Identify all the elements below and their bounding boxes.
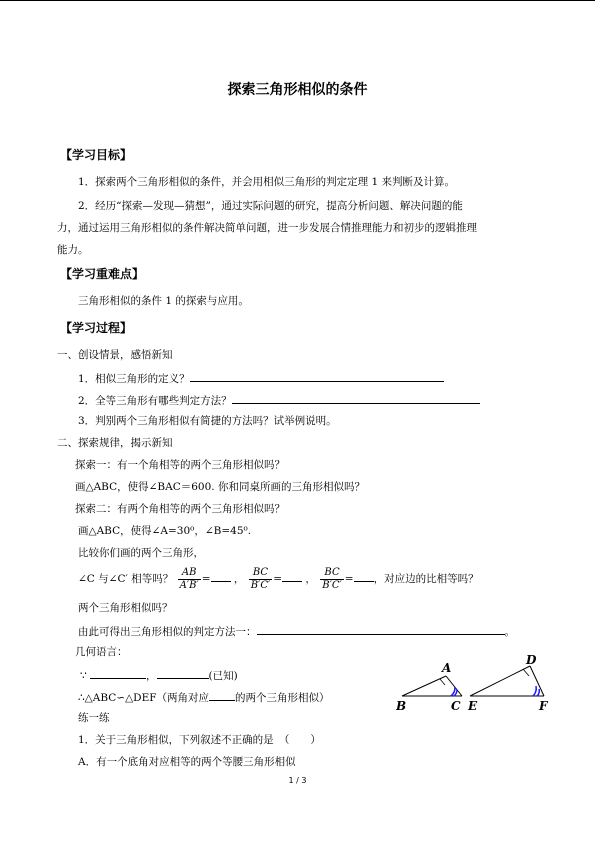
known-note: (已知) <box>208 670 238 682</box>
triangle-abc <box>402 676 462 696</box>
question-3: 3．判别两个三角形相似有简捷的方法吗？试举例说明。 <box>78 415 337 427</box>
key-heading: 【学习重难点】 <box>60 267 145 281</box>
compare-text: 比较你们画的两个三角形， <box>78 547 204 559</box>
comma: ， <box>146 670 157 682</box>
fraction-numerator: AB <box>178 567 201 580</box>
ratio-line <box>78 565 479 593</box>
fraction-ab <box>178 567 201 592</box>
because-line <box>80 667 238 683</box>
equals-sign: = <box>344 573 354 585</box>
process-heading: 【学习过程】 <box>60 321 133 335</box>
fraction-bc-2 <box>320 567 344 592</box>
fraction-denominator: B′C′ <box>322 579 342 591</box>
goal-2-line-3: 能力。 <box>57 244 89 256</box>
explore-2: 探索二：有两个角相等的两个三角形相似吗？ <box>75 503 285 515</box>
therefore-text: ∴△ABC∽△DEF（两角对应 <box>78 692 210 704</box>
fraction-denominator: A′B′ <box>179 579 199 591</box>
similar-triangles-figure <box>396 654 556 716</box>
therefore-blank[interactable] <box>209 689 235 701</box>
therefore-end: 的两个三角形相似） <box>235 692 330 704</box>
equals-sign: = <box>273 573 283 585</box>
draw-1: 画△ABC，使得∠BAC＝600. 你和同桌所画的三角形相似吗？ <box>75 481 365 493</box>
fraction-numerator: BC <box>320 567 344 580</box>
label-c: C <box>451 699 461 713</box>
similar-question: 两个三角形相似吗？ <box>78 602 173 614</box>
ratio-blank-3[interactable] <box>354 570 374 582</box>
fraction-bc <box>249 567 273 592</box>
part1-heading: 一、创设情景，感悟新知 <box>57 349 173 361</box>
option-a: A．有一个底角对应相等的两个等腰三角形相似 <box>78 756 296 768</box>
method-blank[interactable] <box>257 623 505 635</box>
explore-1: 探索一：有一个角相等的两个三角形相似吗？ <box>75 459 285 471</box>
because-blank-2[interactable] <box>157 667 209 679</box>
method-end: 。 <box>504 626 515 638</box>
separator: ， <box>305 573 316 585</box>
question-1 <box>78 370 444 386</box>
label-b: B <box>396 699 407 713</box>
method-text: 由此可得出三角形相似的判定方法一： <box>78 626 257 638</box>
label-a: A <box>442 661 452 675</box>
answer-blank[interactable] <box>232 392 480 404</box>
angle-arc-f <box>533 686 536 696</box>
angle-mark-d <box>523 669 529 676</box>
therefore-line <box>78 689 330 705</box>
equals-sign: = <box>201 573 211 585</box>
because-symbol: ∵ <box>80 670 87 682</box>
goal-2-line-1: 2．经历“探索—发现—猜想”，通过实际问题的研究，提高分析问题、解决问题的能 <box>78 200 463 212</box>
goal-2-line-2: 力，通过运用三角形相似的条件解决简单问题，进一步发展合情推理能力和初步的逻辑推理 <box>57 222 477 234</box>
ratio-blank-2[interactable] <box>282 570 302 582</box>
goal-1: 1．探索两个三角形相似的条件，并会用相似三角形的判定定理 1 来判断及计算。 <box>78 176 456 188</box>
page-number: 1 / 3 <box>288 776 307 785</box>
page-title: 探索三角形相似的条件 <box>227 82 368 98</box>
triangle-def <box>470 666 544 696</box>
question-1-text: 1．相似三角形的定义？ <box>78 373 190 385</box>
ratio-question: ，对应边的比相等吗？ <box>373 573 479 585</box>
angle-mark-a <box>440 679 445 685</box>
because-blank-1[interactable] <box>90 667 146 679</box>
top-rule <box>0 0 595 1</box>
separator: ， <box>233 573 245 585</box>
question-2-text: 2．全等三角形有哪些判定方法？ <box>78 395 232 407</box>
goals-heading: 【学习目标】 <box>60 148 133 162</box>
answer-blank[interactable] <box>190 370 444 382</box>
draw-2: 画△ABC，使得∠A=30⁰，∠B=45⁰. <box>78 525 252 537</box>
label-d: D <box>526 654 537 667</box>
label-e: E <box>468 699 478 713</box>
part2-heading: 二、探索规律，揭示新知 <box>57 437 173 449</box>
geometric-language: 几何语言： <box>75 646 128 658</box>
angle-arc-f-inner <box>537 689 539 696</box>
label-f: F <box>539 699 548 713</box>
practice-question-1: 1．关于三角形相似，下列叙述不正确的是 （ ） <box>78 734 321 746</box>
ratio-blank-1[interactable] <box>211 570 231 582</box>
fraction-denominator: B′C′ <box>250 579 271 591</box>
angle-question: ∠C 与∠C′ 相等吗？ <box>78 573 174 585</box>
practice-heading: 练一练 <box>78 712 110 724</box>
question-2 <box>78 392 480 408</box>
method-line <box>78 623 515 639</box>
fraction-numerator: BC <box>249 567 273 580</box>
key-text: 三角形相似的条件 1 的探索与应用。 <box>78 295 249 307</box>
